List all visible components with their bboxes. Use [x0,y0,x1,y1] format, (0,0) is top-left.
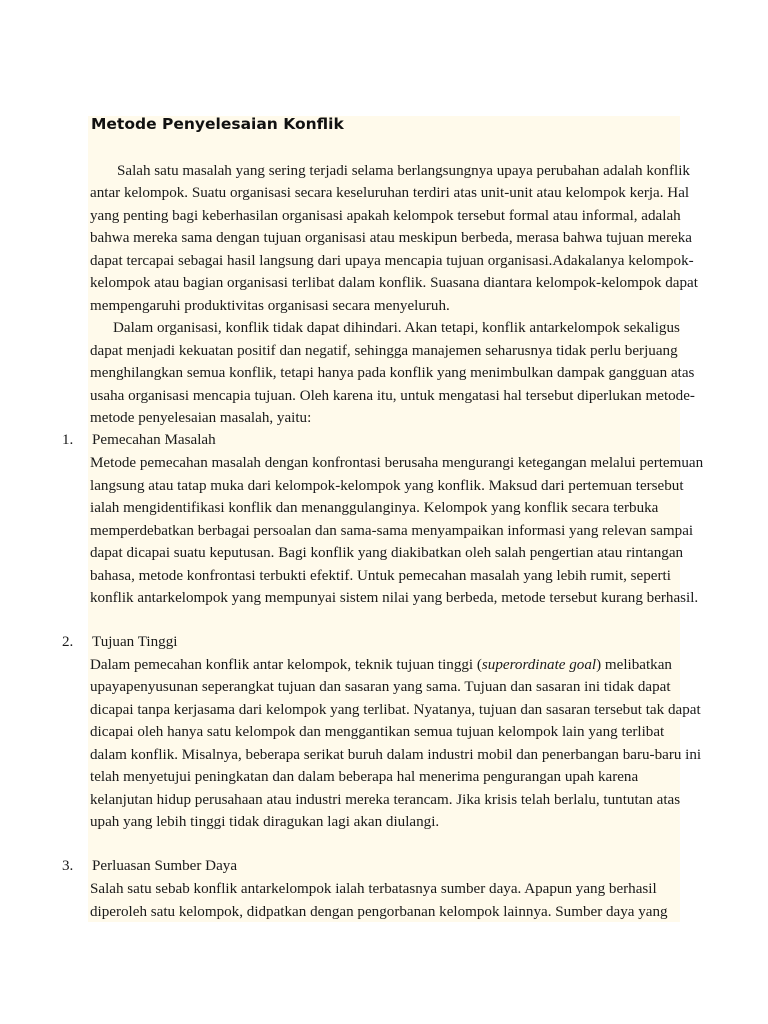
section-line: dicapai oleh hanya satu kelompok dan menggantikan semua tujuan kelompok lain yang terlibat [90,724,665,740]
intro-line: kelompok atau bagian organisasi terlibat dalam konflik. Suasana diantara kelompok-kelompok dapat [90,275,698,291]
section-line: upah yang lebih tinggi tidak diragukan lagi akan diulangi. [90,814,440,830]
section-line: memperdebatkan berbagai persoalan dan sama-sama menyampaikan informasi yang relevan sampai [90,523,694,539]
list-number: 3. [62,858,74,874]
section-line: bahasa, metode konfrontasi terbukti efektif. Untuk pemecahan masalah yang lebih rumit, seperti [90,568,671,584]
section-line: dicapai tanpa kerjasama dari kelompok yang terlibat. Nyatanya, tujuan dan sasaran tersebut tak dapat [90,702,701,718]
section-line [90,655,672,675]
section-line: kelanjutan hidup perusahaan atau industri mereka terancam. Jika krisis telah berlalu, tuntutan atas [90,792,681,808]
section-line: Metode pemecahan masalah dengan konfrontasi berusaha mengurangi ketegangan melalui pertemuan [90,455,704,471]
section-line: ialah mengidentifikasi konflik dan menanggulanginya. Kelompok yang konflik secara terbuka [90,500,659,516]
section-heading: Pemecahan Masalah [92,432,216,448]
list-number: 1. [62,432,74,448]
intro-line: dapat tercapai sebagai hasil langsung dari upaya mencapia tujuan organisasi.Adakalanya kelompok- [90,253,694,269]
text-run: ) melibatkan [596,657,672,673]
intro-line: Salah satu masalah yang sering terjadi selama berlangsungnya upaya perubahan adalah konflik [117,163,690,179]
section-line: konflik antarkelompok yang mempunyai sistem nilai yang berbeda, metode tersebut kurang berhasil. [90,590,699,606]
intro-line: bahwa mereka sama dengan tujuan organisasi atau meskipun berbeda, merasa bahwa tujuan mereka [90,230,692,246]
paragraph-line: dapat menjadi kekuatan positif dan negatif, sehingga manajemen seharusnya tidak perlu berjuang [90,343,678,359]
section-line: langsung atau tatap muka dari kelompok-kelompok yang konflik. Maksud dari pertemuan tersebut [90,478,684,494]
italic-term: superordinate goal [481,657,597,673]
paragraph-line: menghilangkan semua konflik, tetapi hanya pada konflik yang menimbulkan dampak gangguan atas [90,365,695,381]
paragraph-line: usaha organisasi mencapia tujuan. Oleh karena itu, untuk mengatasi hal tersebut diperlukan metode- [90,388,695,404]
section-heading: Perluasan Sumber Daya [92,858,238,874]
section-line: telah menyetujui peningkatan dan dalam beberapa hal menerima pengurangan upah karena [90,769,639,785]
list-number: 2. [62,634,74,650]
section-heading: Tujuan Tinggi [92,634,178,650]
text-run: Dalam pemecahan konflik antar kelompok, teknik tujuan tinggi ( [90,657,482,673]
paragraph-line: metode penyelesaian masalah, yaitu: [90,410,312,426]
intro-line: mempengaruhi produktivitas organisasi secara menyeluruh. [90,298,450,314]
section-line: upayapenyusunan seperangkat tujuan dan sasaran yang sama. Tujuan dan sasaran ini tidak dapat [90,679,671,695]
intro-line: antar kelompok. Suatu organisasi secara keseluruhan terdiri atas unit-unit atau kelompok kerja. Hal [90,185,690,201]
section-line: dapat dicapai suatu keputusan. Bagi konflik yang diakibatkan oleh salah pengertian atau rintangan [90,545,684,561]
section-line: diperoleh satu kelompok, didpatkan dengan pengorbanan kelompok lainnya. Sumber daya yang [90,904,668,920]
intro-line: yang penting bagi keberhasilan organisasi apakah kelompok tersebut formal atau informal, adalah [90,208,681,224]
document-title: Metode Penyelesaian Konflik [91,115,344,133]
section-line: Salah satu sebab konflik antarkelompok ialah terbatasnya sumber daya. Apapun yang berhasil [90,881,657,897]
section-line: dalam konflik. Misalnya, beberapa serikat buruh dalam industri mobil dan penerbangan baru-baru ini [90,747,702,763]
paragraph-line: Dalam organisasi, konflik tidak dapat dihindari. Akan tetapi, konflik antarkelompok sekaligus [113,320,680,336]
